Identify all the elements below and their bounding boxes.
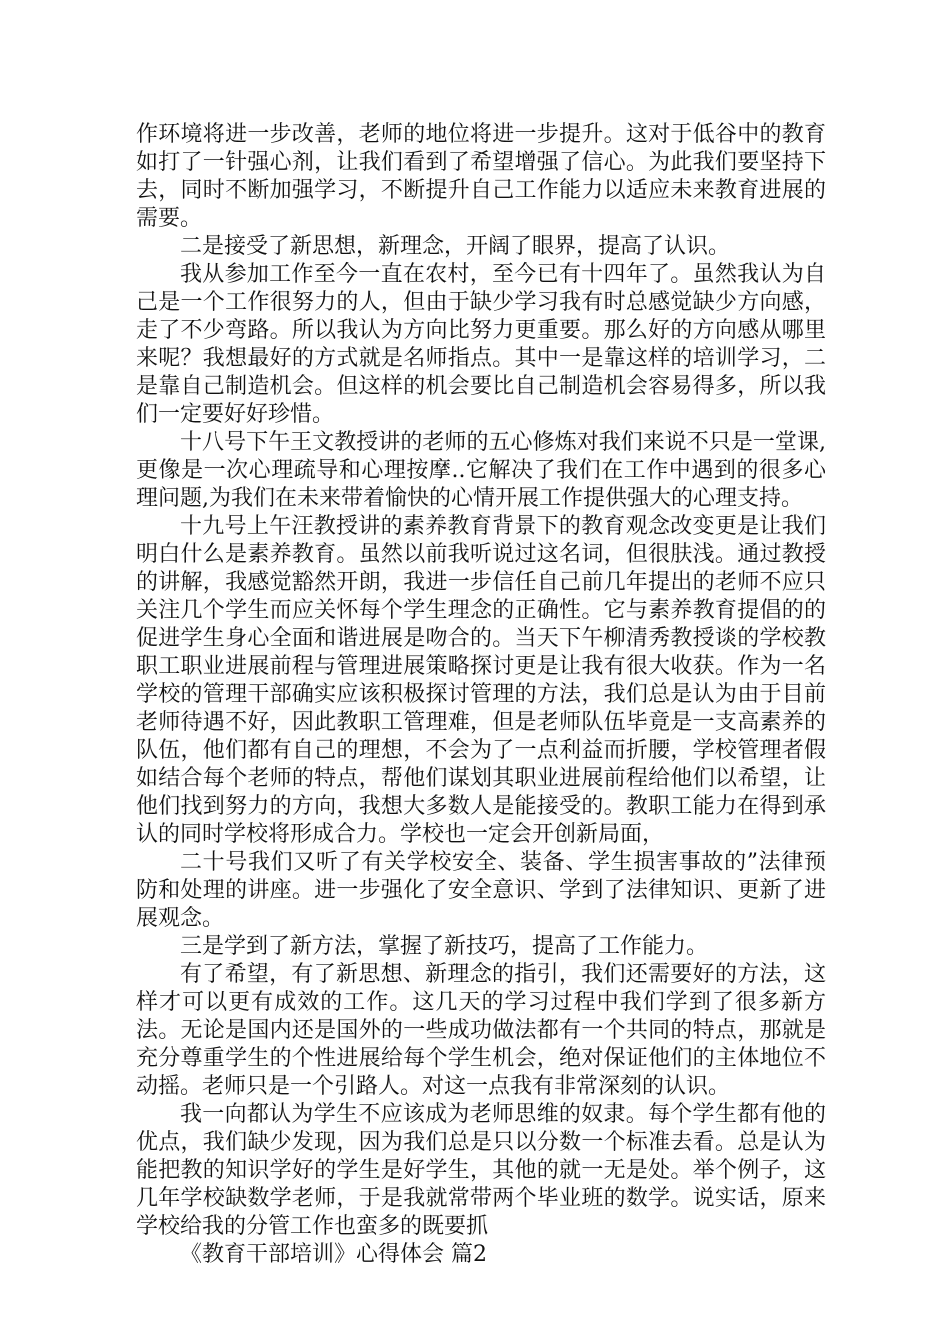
section-heading-two: 二是接受了新思想，新理念，开阔了眼界，提高了认识。 bbox=[180, 234, 731, 259]
paragraph-twentieth: 二十号我们又听了有关学校安全、装备、学生损害事故的”法律预防和处理的讲座。进一步强化了安全意识、学到了法律知识、更新了进展观念。 bbox=[136, 850, 826, 931]
paragraph-direction: 我从参加工作至今一直在农村，至今已有十四年了。虽然我认为自己是一个工作很努力的人，但由于缺少学习我有时总感觉缺少方向感，走了不少弯路。所以我认为方向比努力更重要。那么好的方向感从哪里来呢？我想最好的方式就是名师指点。其中一是靠这样的培训学习，二是靠自己制造机会。但这样的机会要比自己制造机会容易得多，所以我们一定要好好珍惜。 bbox=[136, 262, 826, 427]
paragraph-students: 我一向都认为学生不应该成为老师思维的奴隶。每个学生都有他的优点，我们缺少发现，因为我们总是只以分数一个标准去看。总是认为能把教的知识学好的学生是好学生，其他的就一无是处。举个例子，这几年学校缺数学老师，于是我就常带两个毕业班的数学。说实话，原来学校给我的分管工作也蛮多的既要抓 bbox=[136, 1102, 826, 1239]
document-body bbox=[136, 121, 826, 1269]
next-article-title: 《教育干部培训》心得体会 篇2 bbox=[180, 1242, 487, 1267]
paragraph-methods: 有了希望，有了新思想、新理念的指引，我们还需要好的方法，这样才可以更有成效的工作。这几天的学习过程中我们学到了很多新方法。无论是国内还是国外的一些成功做法都有一个共同的特点，那就是充分尊重学生的个性进展给每个学生机会，绝对保证他们的主体地位不动摇。老师只是一个引路人。对这一点我有非常深刻的认识。 bbox=[136, 962, 826, 1099]
paragraph-continuation: 作环境将进一步改善，老师的地位将进一步提升。这对于低谷中的教育如打了一针强心剂，让我们看到了希望增强了信心。为此我们要坚持下去，同时不断加强学习，不断提升自己工作能力以适应未来教育进展的需要。 bbox=[136, 122, 826, 231]
paragraph-eighteenth: 十八号下午王文教授讲的老师的五心修炼对我们来说不只是一堂课,更像是一次心理疏导和心理按摩..它解决了我们在工作中遇到的很多心理问题,为我们在未来带着愉快的心情开展工作提供强大的心理支持。 bbox=[136, 430, 826, 511]
section-heading-three: 三是学到了新方法，掌握了新技巧，提高了工作能力。 bbox=[180, 934, 709, 959]
paragraph-nineteenth: 十九号上午汪教授讲的素养教育背景下的教育观念改变更是让我们明白什么是素养教育。虽然以前我听说过这名词，但很肤浅。通过教授的讲解，我感觉豁然开朗，我进一步信任自己前几年提出的老师不应只关注几个学生而应关怀每个学生理念的正确性。它与素养教育提倡的的促进学生身心全面和谐进展是吻合的。当天下午柳清秀教授谈的学校教职工职业进展前程与管理进展策略探讨更是让我有很大收获。作为一名学校的管理干部确实应该积极探讨管理的方法，我们总是认为由于目前老师待遇不好，因此教职工管理难，但是老师队伍毕竟是一支高素养的队伍，他们都有自己的理想，不会为了一点利益而折腰，学校管理者假如结合每个老师的特点，帮他们谋划其职业进展前程给他们以希望，让他们找到努力的方向，我想大多数人是能接受的。教职工能力在得到承认的同时学校将形成合力。学校也一定会开创新局面， bbox=[136, 514, 826, 847]
